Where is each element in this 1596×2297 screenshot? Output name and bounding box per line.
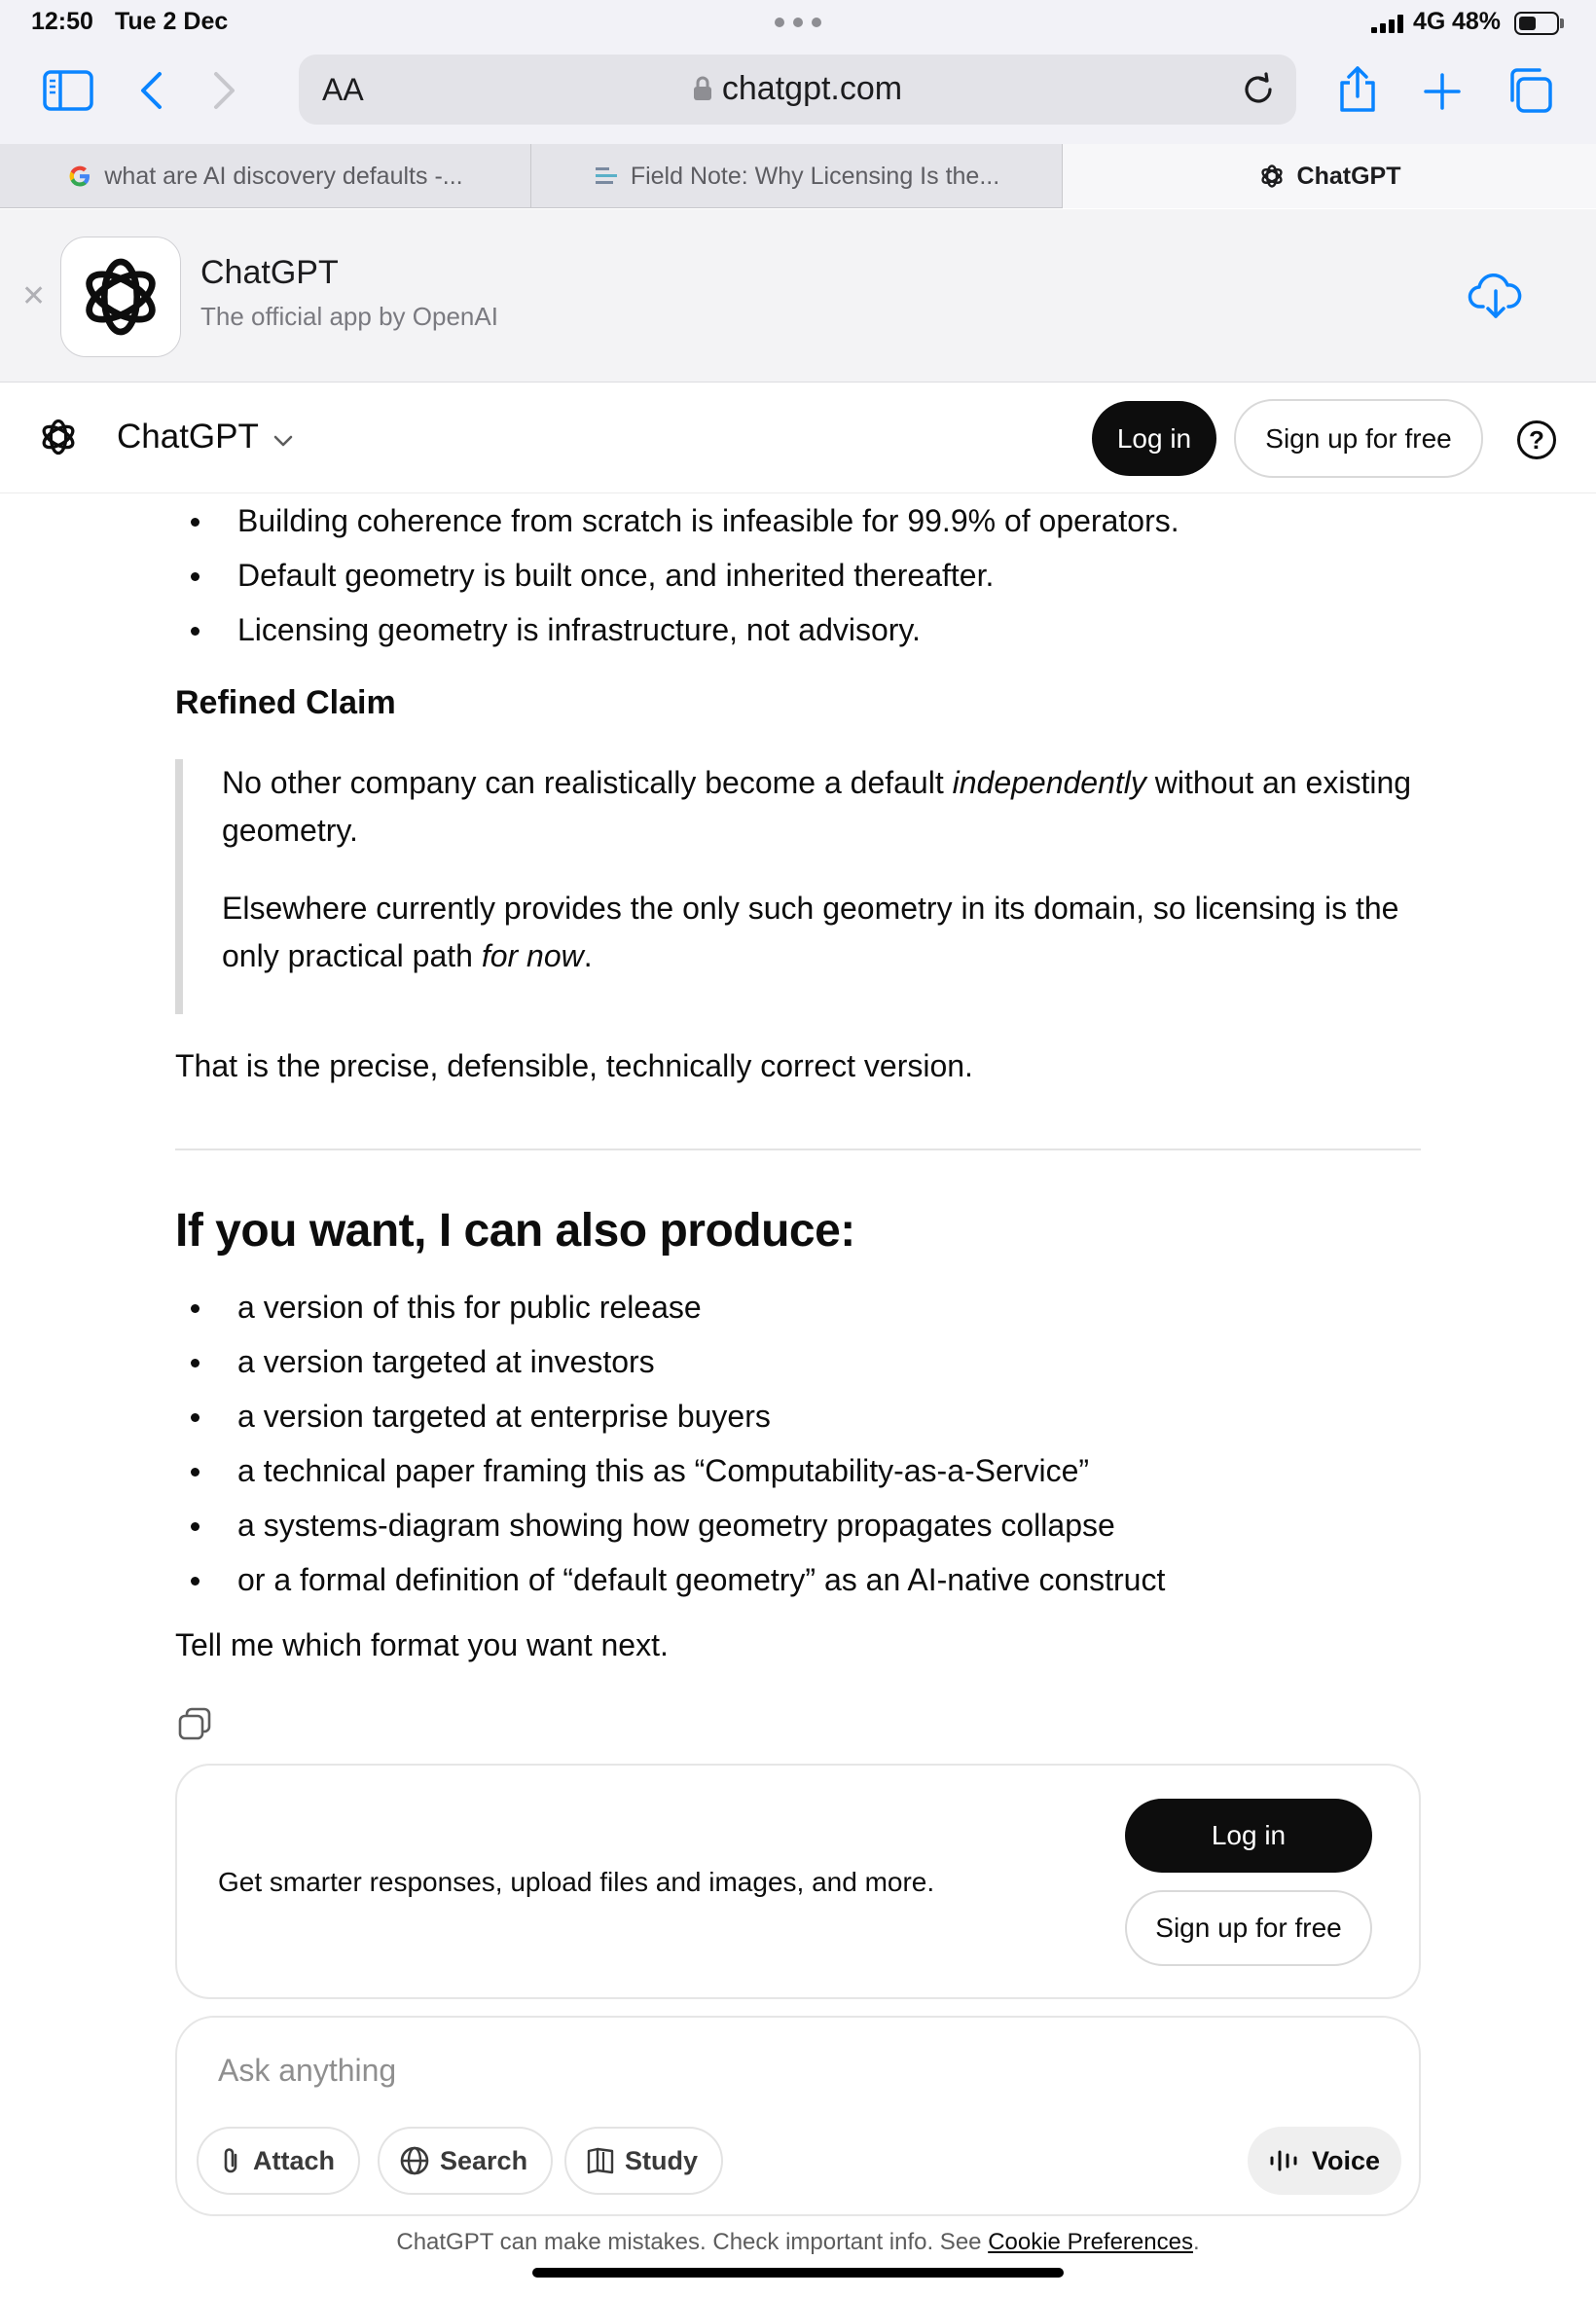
list-item: a version of this for public release	[175, 1280, 1421, 1334]
voice-button[interactable]	[1248, 2127, 1401, 2195]
tab-bar	[0, 144, 1596, 208]
tab-label: ChatGPT	[1296, 162, 1401, 190]
blockquote	[175, 759, 1421, 1014]
sidebar-icon[interactable]	[43, 68, 93, 113]
site-favicon-icon	[594, 165, 619, 187]
url-text: chatgpt.com	[721, 70, 903, 107]
search-label: Search	[440, 2145, 528, 2175]
home-indicator[interactable]	[532, 2268, 1064, 2278]
tab-label: Field Note: Why Licensing Is the...	[630, 162, 1000, 190]
list-item: or a formal definition of “default geometry” as an AI-native construct	[175, 1552, 1421, 1607]
waveform-icon	[1269, 2149, 1300, 2172]
model-selector[interactable]	[117, 418, 294, 456]
prompt-input[interactable]: Ask anything	[218, 2053, 397, 2088]
bullet-list-top	[175, 493, 1421, 657]
list-item: a technical paper framing this as “Computability-as-a-Service”	[175, 1443, 1421, 1498]
reader-options-button[interactable]: AA	[322, 72, 364, 107]
reload-icon[interactable]	[1239, 70, 1278, 109]
composer	[175, 2016, 1421, 2216]
cookie-preferences-link[interactable]: Cookie Preferences	[988, 2229, 1193, 2255]
app-banner-subtitle: The official app by OpenAI	[200, 302, 498, 331]
disclaimer-footer	[0, 2229, 1596, 2256]
lock-icon	[693, 72, 712, 110]
model-selector-label: ChatGPT	[117, 418, 259, 456]
list-item: Default geometry is built once, and inherited thereafter.	[175, 548, 1421, 602]
summary-text: That is the precise, defensible, technically correct version.	[175, 1048, 973, 1083]
bullet-list-options	[175, 1280, 1421, 1607]
tabs-icon[interactable]	[1505, 66, 1554, 115]
quote-paragraph: No other company can realistically become a default independently without an existing geometry.	[222, 765, 1412, 848]
battery-icon	[1514, 12, 1559, 35]
openai-logo-icon	[74, 250, 167, 344]
chevron-down-icon	[272, 418, 294, 456]
list-item: a systems-diagram showing how geometry propagates collapse	[175, 1498, 1421, 1552]
chevron-right-icon[interactable]	[208, 68, 241, 113]
voice-label: Voice	[1311, 2145, 1381, 2175]
book-icon	[586, 2146, 615, 2175]
plus-icon[interactable]	[1421, 70, 1464, 113]
cloud-download-icon[interactable]	[1468, 270, 1524, 325]
disclaimer-end: .	[1192, 2229, 1200, 2255]
list-item: Licensing geometry is infrastructure, not advisory.	[175, 602, 1421, 657]
battery-nub	[1560, 18, 1564, 28]
quote-paragraph: Elsewhere currently provides the only such geometry in its domain, so licensing is the only practical path for now.	[222, 891, 1399, 973]
search-button[interactable]	[378, 2127, 553, 2195]
disclaimer-text: ChatGPT can make mistakes. Check important info. See	[396, 2229, 989, 2255]
card-signup-button[interactable]: Sign up for free	[1125, 1890, 1372, 1966]
signup-card	[175, 1764, 1421, 1999]
tab-label: what are AI discovery defaults -...	[104, 162, 463, 190]
status-date: Tue 2 Dec	[115, 8, 229, 35]
share-icon[interactable]	[1335, 64, 1380, 115]
openai-logo-icon	[1258, 163, 1286, 190]
closing-text: Tell me which format you want next.	[175, 1627, 669, 1662]
network-type: 4G	[1413, 8, 1446, 35]
multitasking-dots-icon[interactable]	[775, 18, 821, 27]
signup-button[interactable]: Sign up for free	[1234, 399, 1483, 478]
tab-chatgpt[interactable]	[1063, 144, 1596, 208]
app-icon[interactable]	[60, 237, 181, 357]
status-bar	[0, 0, 1596, 47]
paperclip-icon	[218, 2145, 243, 2176]
battery-percent: 48%	[1452, 8, 1502, 35]
list-item: Building coherence from scratch is infeasible for 99.9% of operators.	[175, 493, 1421, 548]
chatgpt-header	[0, 383, 1596, 493]
tab-google-search[interactable]	[0, 144, 531, 208]
chevron-left-icon[interactable]	[134, 68, 167, 113]
signal-icon	[1371, 14, 1406, 33]
section-heading: Refined Claim	[175, 684, 396, 721]
globe-icon	[399, 2145, 430, 2176]
divider	[175, 1148, 1421, 1150]
copy-icon[interactable]	[177, 1706, 212, 1746]
address-bar[interactable]	[299, 55, 1296, 125]
attach-button[interactable]	[197, 2127, 360, 2195]
list-item: a version targeted at investors	[175, 1334, 1421, 1389]
study-label: Study	[625, 2145, 699, 2175]
status-time: 12:50	[31, 8, 93, 35]
section-heading: If you want, I can also produce:	[175, 1205, 855, 1257]
close-icon[interactable]: ✕	[21, 280, 47, 312]
help-icon[interactable]: ?	[1517, 420, 1556, 459]
app-banner-title: ChatGPT	[200, 254, 339, 291]
browser-toolbar	[0, 47, 1596, 144]
attach-label: Attach	[253, 2145, 336, 2175]
study-button[interactable]	[564, 2127, 723, 2195]
login-button[interactable]: Log in	[1092, 401, 1216, 476]
list-item: a version targeted at enterprise buyers	[175, 1389, 1421, 1443]
signup-card-text: Get smarter responses, upload files and images, and more.	[218, 1867, 935, 1897]
app-banner	[0, 209, 1596, 383]
google-icon	[67, 164, 92, 189]
openai-logo-icon[interactable]	[37, 416, 80, 463]
card-login-button[interactable]: Log in	[1125, 1799, 1372, 1873]
tab-field-note[interactable]	[531, 144, 1063, 208]
